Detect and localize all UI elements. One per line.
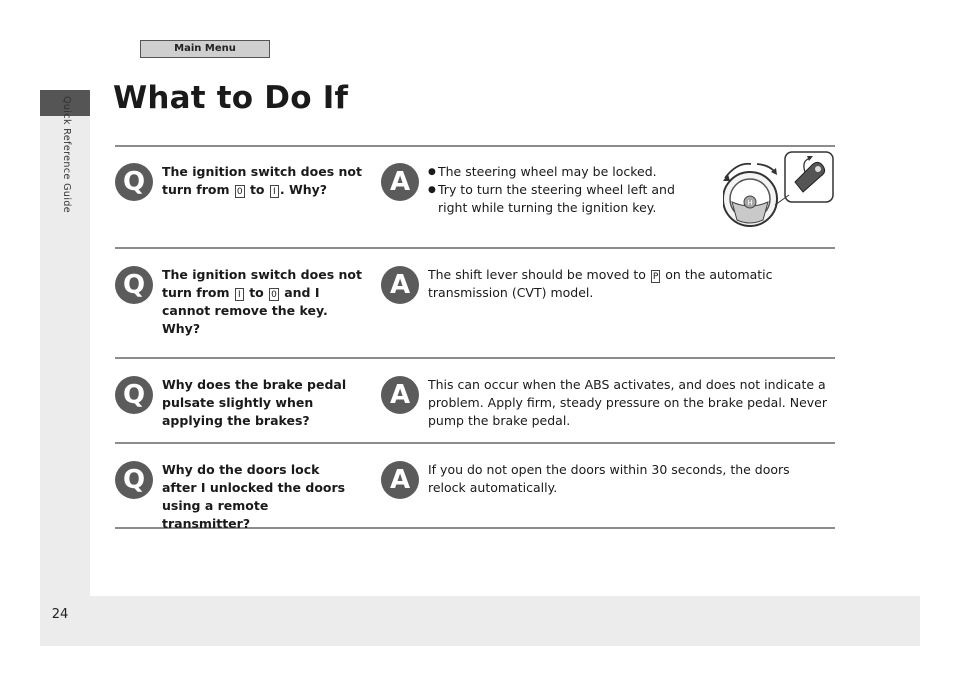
question-text-part: . Why? (279, 182, 328, 197)
key-one-icon: I (270, 185, 279, 198)
footer-band (40, 596, 920, 646)
answer-bullet: ● The steering wheel may be locked. (428, 163, 698, 181)
question-icon: Q (115, 163, 153, 201)
main-menu-button[interactable]: Main Menu (140, 40, 270, 58)
question-text-part: The ignition switch does not turn from (162, 164, 362, 197)
key-zero-icon: 0 (236, 187, 243, 197)
divider (115, 357, 835, 359)
question-icon: Q (115, 461, 153, 499)
answer-text-part: The shift lever should be moved to (428, 267, 650, 282)
answer-text: If you do not open the doors within 30 seconds, the doors relock automatically. (428, 462, 790, 495)
question-text-part: and I cannot remove the key. Why? (162, 285, 328, 336)
answer-icon: A (381, 376, 419, 414)
question-text (162, 266, 362, 338)
answer-bullet: ● Try to turn the steering wheel left and right while turning the ignition key. (428, 181, 698, 217)
question-icon: Q (115, 376, 153, 414)
answer-text: This can occur when the ABS activates, and does not indicate a problem. Apply firm, steady pressure on the brake pedal. Never pump the brake pedal. (428, 377, 828, 428)
question-text-part: to (245, 182, 269, 197)
divider (115, 442, 835, 444)
question-text: Why does the brake pedal pulsate slightly when applying the brakes? (162, 377, 347, 428)
page-title: What to Do If (113, 80, 349, 116)
question-text (162, 163, 367, 199)
key-park-icon: P (652, 272, 659, 282)
answer-text-part: on the automatic transmission (CVT) model. (428, 267, 773, 300)
sidebar-section-label: Quick Reference Guide (61, 96, 72, 214)
question-icon: Q (115, 266, 153, 304)
question-text-part: to (244, 285, 269, 300)
question-text-part: The ignition switch does not turn from (162, 267, 362, 300)
answer-icon: A (381, 163, 419, 201)
answer-icon: A (381, 461, 419, 499)
divider (115, 247, 835, 249)
answer-text (428, 163, 698, 217)
question-text: Why do the doors lock after I unlocked the doors using a remote transmitter? (162, 462, 346, 531)
svg-text:H: H (747, 199, 753, 207)
divider (115, 145, 835, 147)
answer-bullet-list (428, 163, 698, 217)
key-zero-icon: 0 (271, 290, 277, 300)
page-number: 24 (51, 607, 69, 622)
key-one-icon: I (235, 288, 244, 301)
steering-wheel-ignition-illustration (723, 150, 835, 236)
answer-text (428, 266, 828, 302)
answer-icon: A (381, 266, 419, 304)
